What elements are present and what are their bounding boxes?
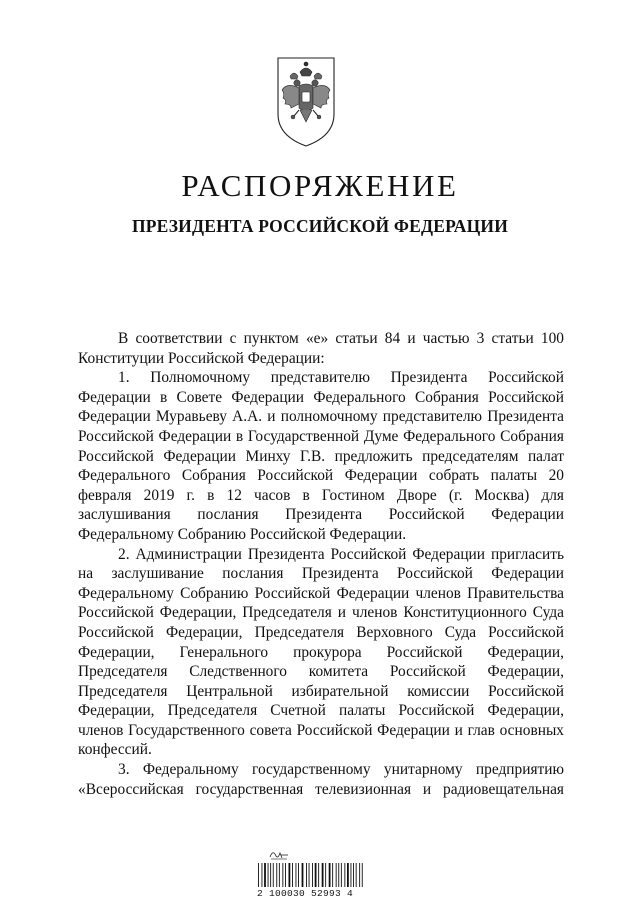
paragraph-item-1: 1. Полномочному представителю Президента Российской Федерации в Совете Федерации Федерального Собрания Российской Федерации Муравьеву А.А. и полномочному представителю Президента Российской Федерации в Государственной Думе Федерального Собрания Российской Федерации Минху Г.В. предложить председателям палат Федерального Собрания Российской Федерации собрать палаты 20 февраля 2019 г. в 12 часов в Гостином Дворе (г. Москва) для заслушивания послания Президента Российской Федерации Федеральному Собранию Российской Федерации. <box>78 369 564 543</box>
document-footer <box>252 845 372 901</box>
paragraph-item-3: 3. Федеральному государственному унитарному предприятию «Всероссийская государственная телевизионная и радиовещательная <box>78 761 564 798</box>
barcode-icon <box>257 863 365 887</box>
coat-of-arms-icon <box>273 52 339 150</box>
paragraph-item-2: 2. Администрации Президента Российской Федерации пригласить на заслушивание послания Президента Российской Федерации Федеральному Собранию Российской Федерации членов Правительства Российской Федерации, Председателя и членов Конституционного Суда Российской Федерации, Председателя Верховного Суда Российской Федерации, Генерального прокурора Российской Федерации, Председателя Следственного комитета Российской Федерации, Председателя Центральной избирательной комиссии Российской Федерации, Председателя Счетной палаты Российской Федерации, членов Государственного совета Российской Федерации и глав основных конфессий. <box>78 545 564 759</box>
barcode-number: 2 100030 52993 4 <box>257 888 354 899</box>
signature-mark-icon <box>268 847 290 861</box>
document-title: РАСПОРЯЖЕНИЕ <box>181 168 459 203</box>
paragraph-preamble: В соответствии с пунктом «е» статьи 84 и частью 3 статьи 100 Конституции Российской Федерации: <box>78 330 564 367</box>
document-subtitle: ПРЕЗИДЕНТА РОССИЙСКОЙ ФЕДЕРАЦИИ <box>131 216 509 236</box>
document-body <box>78 329 564 799</box>
